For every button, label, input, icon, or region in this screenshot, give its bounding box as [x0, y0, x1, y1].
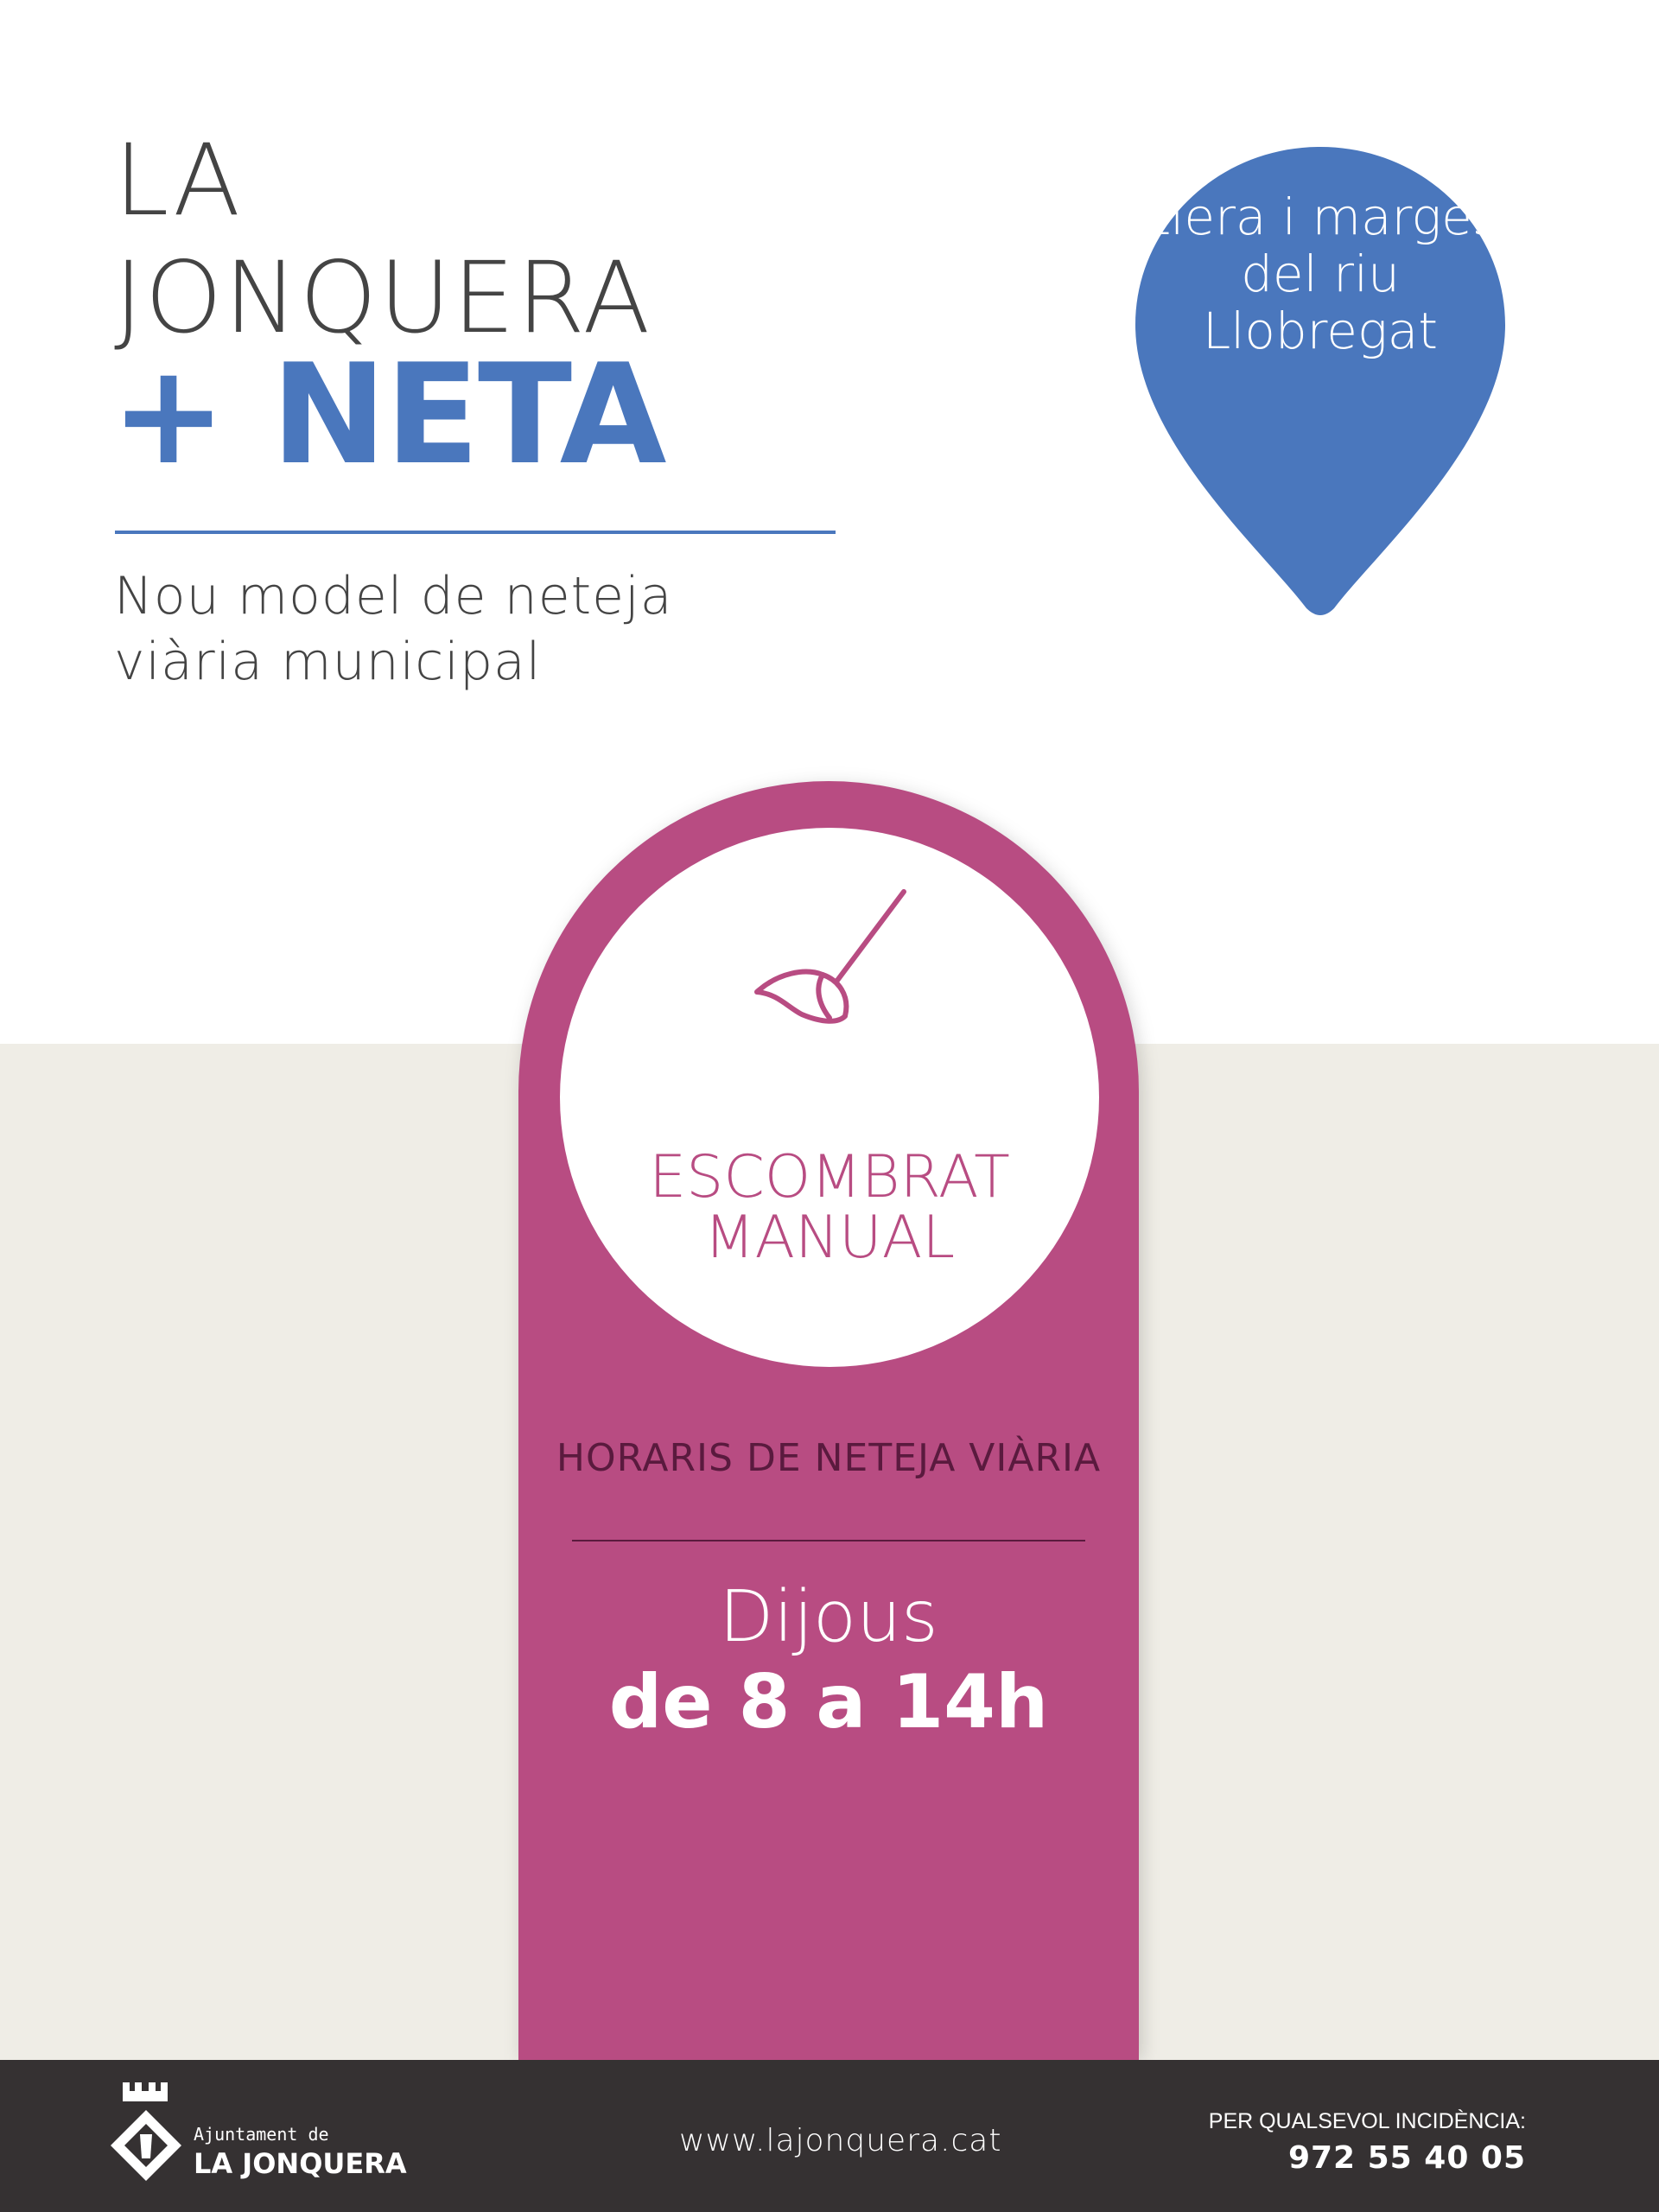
title-line-1: LA [114, 123, 243, 238]
incidence-label: PER QUALSEVOL INCIDÈNCIA: [1208, 2109, 1526, 2133]
coat-of-arms-icon [109, 2108, 183, 2183]
service-name: ESCOMBRAT MANUAL [649, 1143, 1010, 1272]
title-highlight: + NETA [111, 334, 665, 495]
logo-subtitle: Ajuntament de [194, 2124, 329, 2145]
schedule-day: Dijous [719, 1576, 938, 1658]
schedule-hours: de 8 a 14h [608, 1659, 1049, 1745]
logo-name: LA JONQUERA [194, 2147, 407, 2180]
title-line-2: JONQUERA [114, 240, 652, 355]
schedule-title: HORARIS DE NETEJA VIÀRIA [556, 1436, 1102, 1480]
title-divider [115, 531, 836, 534]
schedule-divider [572, 1540, 1085, 1541]
phone-number[interactable]: 972 55 40 05 [1287, 2140, 1526, 2176]
subtitle: Nou model de neteja viària municipal [114, 566, 673, 692]
broom-icon [743, 885, 916, 1058]
crown-icon [118, 2079, 173, 2105]
location-label: Llera i marges del riu Llobregat [1141, 188, 1499, 360]
website-link[interactable]: www.lajonquera.cat [679, 2123, 1002, 2158]
